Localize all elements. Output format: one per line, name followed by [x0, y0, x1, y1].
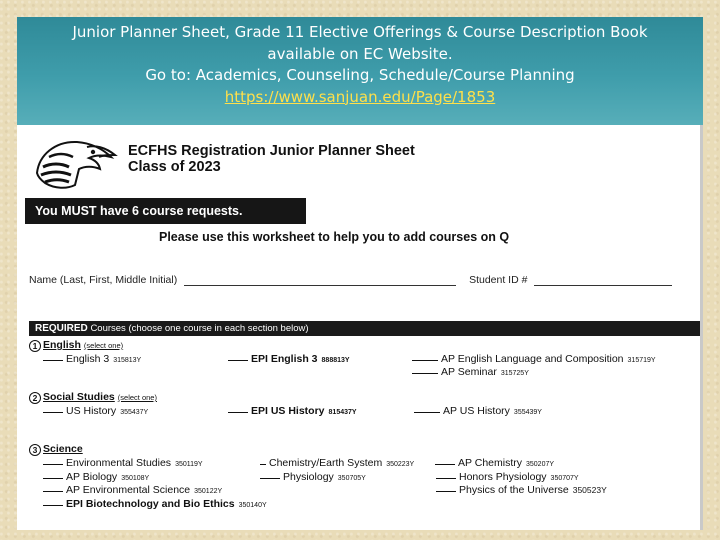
course-planning-link[interactable]: https://www.sanjuan.edu/Page/1853 [224, 87, 496, 106]
header-line-2: available on EC Website. [267, 44, 453, 63]
course-ap-english-language[interactable]: AP English Language and Composition 315719Y [412, 353, 656, 365]
sheet-title [128, 143, 415, 175]
section-hint: (select one) [117, 393, 157, 402]
course-epi-us-history[interactable]: EPI US History 815437Y [228, 405, 357, 417]
planner-sheet-image [17, 125, 703, 530]
course-honors-physiology[interactable]: Honors Physiology 350707Y [436, 471, 579, 483]
section-number: 3 [29, 444, 41, 456]
name-label: Name (Last, First, Middle Initial) [29, 274, 178, 286]
section-social-studies-heading [29, 391, 157, 404]
course-environmental-studies[interactable]: Environmental Studies 350119Y [43, 457, 203, 469]
header-line-1: Junior Planner Sheet, Grade 11 Elective Offerings & Course Description Book [72, 23, 648, 41]
sheet-title-line-2: Class of 2023 [128, 159, 221, 175]
required-courses-word: Courses [90, 323, 126, 334]
course-epi-english-3[interactable]: EPI English 3 888813Y [228, 353, 350, 365]
section-name: English [43, 339, 81, 351]
name-field-row [29, 274, 672, 286]
sheet-title-line-1: ECFHS Registration Junior Planner Sheet [128, 143, 415, 159]
header-line-3: Go to: Academics, Counseling, Schedule/Course Planning [145, 66, 575, 84]
course-epi-biotechnology[interactable]: EPI Biotechnology and Bio Ethics 350140Y [43, 498, 267, 510]
course-physics-of-the-universe[interactable]: Physics of the Universe 350523Y [436, 484, 607, 496]
course-ap-chemistry[interactable]: AP Chemistry 350207Y [435, 457, 554, 469]
course-ap-biology[interactable]: AP Biology 350108Y [43, 471, 149, 483]
eagle-logo-icon [29, 133, 119, 197]
course-english-3[interactable]: English 3 315813Y [43, 353, 141, 365]
section-hint: (select one) [83, 341, 124, 350]
section-number: 1 [29, 340, 41, 352]
must-notice: You MUST have 6 course requests. [25, 198, 306, 224]
section-number: 2 [29, 392, 41, 404]
course-ap-us-history[interactable]: AP US History 355439Y [414, 405, 542, 417]
name-blank[interactable] [184, 275, 456, 286]
slide-header [17, 17, 703, 125]
course-ap-seminar[interactable]: AP Seminar 315725Y [412, 366, 529, 378]
student-id-blank[interactable] [534, 275, 672, 286]
required-bar [29, 321, 703, 336]
course-us-history[interactable]: US History 355437Y [43, 405, 148, 417]
course-physiology[interactable]: Physiology 350705Y [260, 471, 366, 483]
section-science-heading [29, 443, 86, 456]
required-hint: (choose one course in each section below) [128, 323, 309, 334]
section-name: Science [43, 443, 83, 455]
section-name: Social Studies [43, 391, 115, 403]
required-label: REQUIRED [35, 323, 88, 334]
sheet-right-border [700, 125, 703, 530]
student-id-label: Student ID # [469, 274, 528, 286]
section-english-heading [29, 339, 123, 352]
worksheet-note: Please use this worksheet to help you to add courses on Q [159, 230, 510, 244]
course-chemistry-earth-system[interactable]: Chemistry/Earth System 350223Y [260, 457, 414, 469]
course-ap-environmental-science[interactable]: AP Environmental Science 350122Y [43, 484, 222, 496]
